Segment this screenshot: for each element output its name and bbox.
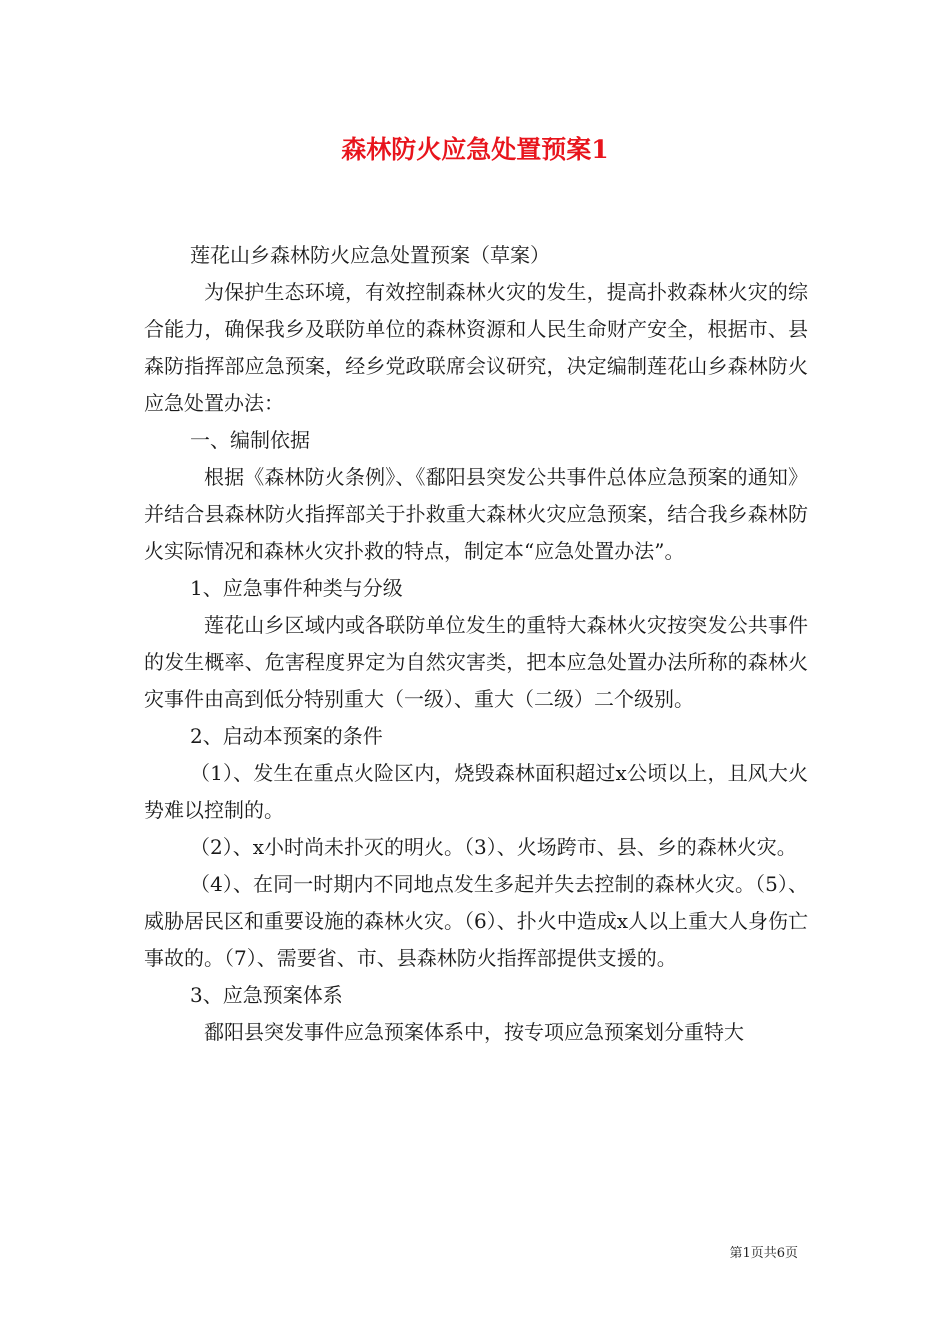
paragraph: 鄱阳县突发事件应急预案体系中，按专项应急预案划分重特大: [204, 1020, 744, 1044]
paragraph: （1）、发生在重点火险区内，烧毁森林面积超过x公顷以上，且风大火势难以控制的。: [144, 761, 808, 822]
section-heading: 一、编制依据: [190, 428, 310, 452]
paragraph: （2）、x小时尚未扑灭的明火。（3）、火场跨市、县、乡的森林火灾。: [190, 835, 797, 859]
section-heading: 1、应急事件种类与分级: [190, 576, 403, 600]
document-title: 森林防火应急处置预案1: [341, 135, 609, 164]
section-heading: 2、启动本预案的条件: [190, 724, 383, 748]
section-heading: 3、应急预案体系: [190, 983, 343, 1007]
page-number-footer: 第1页共6页: [729, 1246, 798, 1261]
document-body: [144, 237, 808, 1051]
document-subtitle: 莲花山乡森林防火应急处置预案（草案）: [190, 243, 550, 267]
paragraph: 莲花山乡区域内或各联防单位发生的重特大森林火灾按突发公共事件的发生概率、危害程度界定为自然灾害类，把本应急处置办法所称的森林火灾事件由高到低分特别重大（一级）、重大（二级）二个级别。: [144, 613, 808, 711]
paragraph-intro: 为保护生态环境，有效控制森林火灾的发生，提高扑救森林火灾的综合能力，确保我乡及联防单位的森林资源和人民生命财产安全，根据市、县森防指挥部应急预案，经乡党政联席会议研究，决定编制莲花山乡森林防火应急处置办法：: [144, 280, 808, 415]
paragraph: 根据《森林防火条例》、《鄱阳县突发公共事件总体应急预案的通知》并结合县森林防火指挥部关于扑救重大森林火灾应急预案，结合我乡森林防火实际情况和森林火灾扑救的特点，制定本“应急处置办法”。: [144, 465, 808, 563]
paragraph: （4）、在同一时期内不同地点发生多起并失去控制的森林火灾。（5）、威胁居民区和重要设施的森林火灾。（6）、扑火中造成x人以上重大人身伤亡事故的。（7）、需要省、市、县森林防火指挥部提供支援的。: [144, 872, 809, 970]
